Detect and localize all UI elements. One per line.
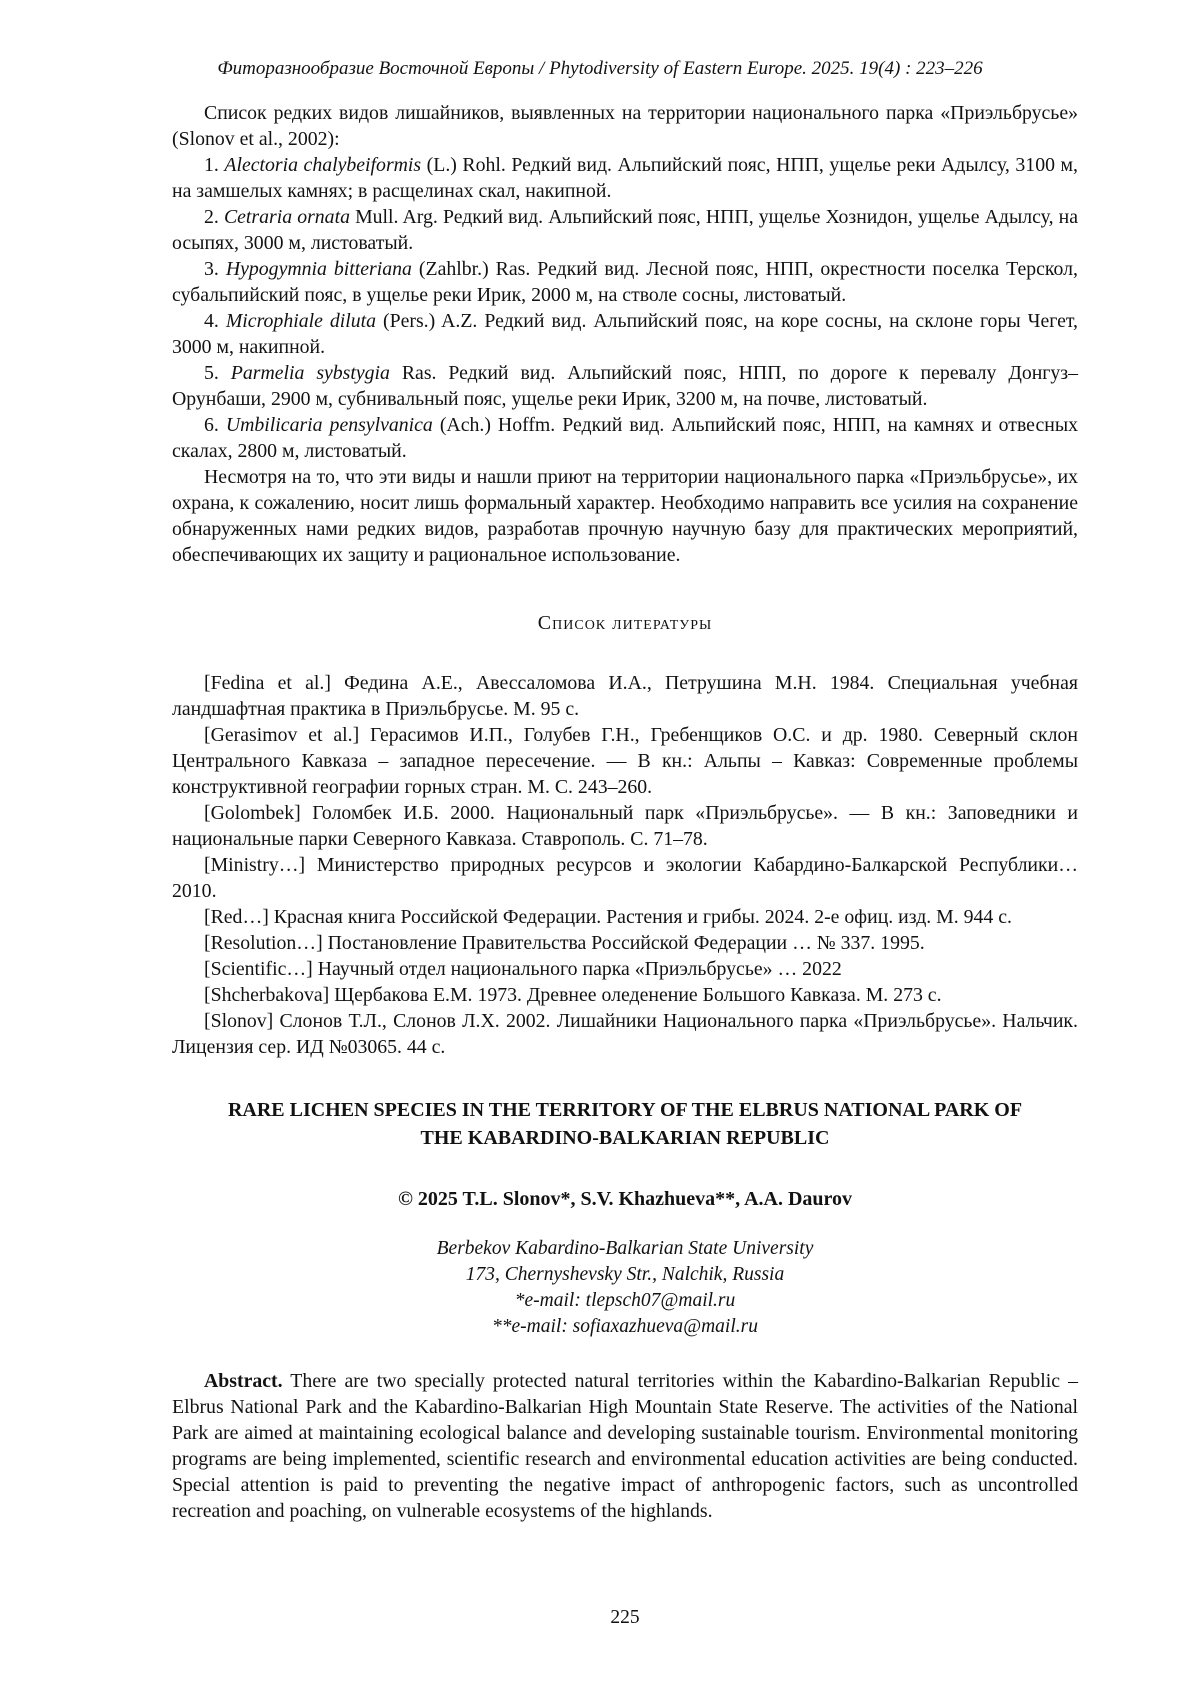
species-item [172,360,1078,412]
abstract-text: There are two specially protected natural territories within the Kabardino-Balkarian Republic – Elbrus National Park and the Kabardino-Balkarian High Mountain State Reserve. The activities of the National Park are aimed at maintaining ecological balance and developing sustainable tourism. Environmental monitoring programs are being implemented, scientific research and environmental education activities are being conducted. Special attention is paid to preventing the negative impact of anthropogenic factors, such as uncontrolled recreation and poaching, on vulnerable ecosystems of the highlands. [172,1370,1078,1522]
authors-line: © 2025 T.L. Slonov*, S.V. Khazhueva**, A.A. Daurov [397,1188,853,1210]
reference-item: [Fedina et al.] Федина А.Е., Авессаломова И.А., Петрушина М.Н. 1984. Специальная учебная ландшафтная практика в Приэльбрусье. М. 95 с. [172,672,1078,720]
species-item [172,308,1078,360]
species-number: 2. [204,206,224,228]
species-description: (Pers.) A.Z. Редкий вид. Альпийский пояс, на коре сосны, на склоне горы Чегет, 3000 м, накипной. [172,310,1078,358]
abstract-paragraph [172,1368,1078,1524]
reference-item: [Shcherbakova] Щербакова Е.М. 1973. Древнее оледенение Большого Кавказа. М. 273 с. [204,984,942,1006]
species-number: 4. [204,310,226,332]
species-latin-name: Parmelia sybstygia [230,362,390,384]
reference-item: [Gerasimov et al.] Герасимов И.П., Голубев Г.Н., Гребенщиков О.С. и др. 1980. Северный склон Центрального Кавказа – западное пересечение. — В кн.: Альпы – Кавказ: Современные проблемы конструктивной географии горных стран. М. С. 243–260. [172,724,1078,798]
affiliation-email-2: **e-mail: sofiaxazhueva@mail.ru [492,1316,758,1337]
reference-item: [Scientific…] Научный отдел национального парка «Приэльбрусье» … 2022 [204,958,842,980]
affiliation-university: Berbekov Kabardino-Balkarian State University [436,1238,814,1259]
species-item [172,204,1078,256]
species-description: (L.) Rohl. Редкий вид. Альпийский пояс, НПП, ущелье реки Адылсу, 3100 м, на замшелых камнях; в расщелинах скал, накипной. [172,154,1078,202]
species-number: 5. [204,362,231,384]
abstract-label: Abstract. [204,1370,283,1392]
species-description: Mull. Arg. Редкий вид. Альпийский пояс, НПП, ущелье Хознидон, ущелье Адылсу, на осыпях, 3000 м, листоватый. [172,206,1078,254]
species-latin-name: Cetraria ornata [223,206,350,228]
species-number: 1. [204,154,225,176]
affiliation-address: 173, Chernyshevsky Str., Nalchik, Russia [465,1264,785,1285]
species-latin-name: Umbilicaria pensylvanica [225,414,433,436]
running-head: Фиторазнообразие Восточной Европы / Phytodiversity of Eastern Europe. 2025. 19(4) : 223–226 [217,58,983,79]
affiliation-email-1: *e-mail: tlepsch07@mail.ru [514,1290,736,1311]
species-number: 3. [204,258,226,280]
species-description: (Zahlbr.) Ras. Редкий вид. Лесной пояс, НПП, окрестности поселка Терскол, субальпийский пояс, в ущелье реки Ирик, 2000 м, на стволе сосны, листоватый. [172,258,1078,306]
reference-item: [Resolution…] Постановление Правительства Российской Федерации … № 337. 1995. [204,932,925,954]
species-latin-name: Microphiale diluta [225,310,377,332]
page-number: 225 [610,1607,640,1628]
species-number: 6. [204,414,226,436]
reference-item: [Golombek] Голомбек И.Б. 2000. Национальный парк «Приэльбрусье». — В кн.: Заповедники и национальные парки Северного Кавказа. Ставрополь. С. 71–78. [172,802,1078,850]
species-latin-name: Alectoria chalybeiformis [224,154,422,176]
species-description: (Ach.) Hoffm. Редкий вид. Альпийский пояс, НПП, на камнях и отвесных скалах, 2800 м, листоватый. [172,414,1078,462]
reference-item: [Slonov] Слонов Т.Л., Слонов Л.Х. 2002. Лишайники Национального парка «Приэльбрусье». Нальчик. Лицензия сер. ИД №03065. 44 с. [172,1010,1078,1058]
species-item [172,256,1078,308]
species-item [172,412,1078,464]
affiliation-block [172,1236,1078,1340]
reference-item: [Ministry…] Министерство природных ресурсов и экологии Кабардино-Балкарской Республики… 2010. [172,854,1078,902]
page-content [172,100,1078,1524]
reference-item: [Red…] Красная книга Российской Федерации. Растения и грибы. 2024. 2-е офиц. изд. М. 944 с. [204,906,1012,928]
english-title: RARE LICHEN SPECIES IN THE TERRITORY OF THE ELBRUS NATIONAL PARK OF THE KABARDINO-BALKARIAN REPUBLIC [227,1099,1023,1149]
species-description: Ras. Редкий вид. Альпийский пояс, НПП, по дороге к перевалу Донгуз–Орунбаши, 2900 м, субнивальный пояс, ущелье реки Ирик, 3200 м, на почве, листоватый. [172,362,1079,410]
species-latin-name: Hypogymnia bitteriana [225,258,412,280]
species-item [172,152,1078,204]
references-heading: Список литературы [537,612,713,634]
intro-paragraph: Список редких видов лишайников, выявленных на территории национального парка «Приэльбрусье» (Slonov et al., 2002): [172,102,1078,150]
closing-paragraph: Несмотря на то, что эти виды и нашли приют на территории национального парка «Приэльбрусье», их охрана, к сожалению, носит лишь формальный характер. Необходимо направить все усилия на сохранение обнаруженных нами редких видов, разработав прочную научную базу для практических мероприятий, обеспечивающих их защиту и рациональное использование. [172,466,1078,566]
